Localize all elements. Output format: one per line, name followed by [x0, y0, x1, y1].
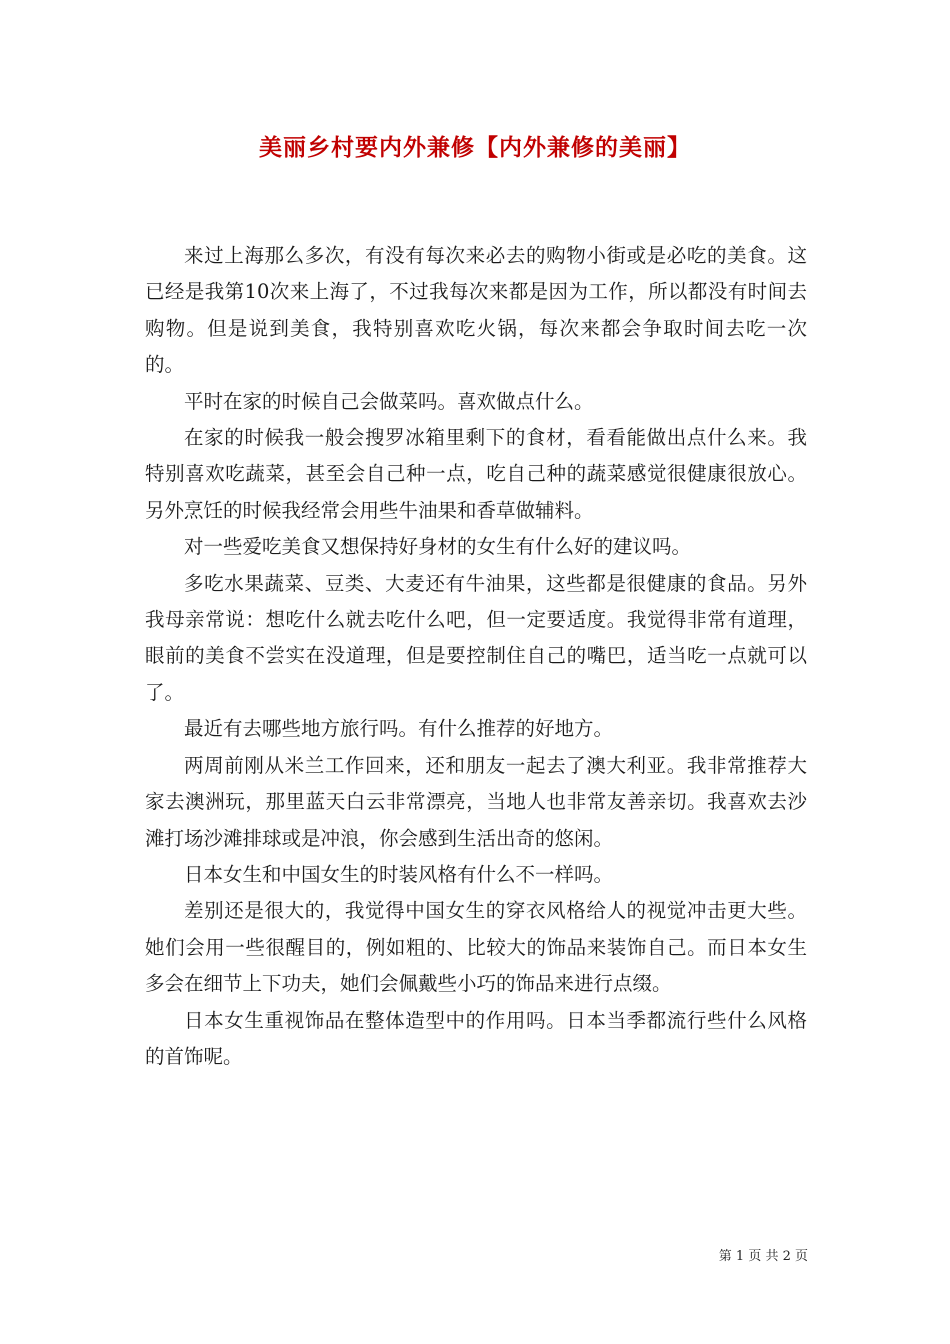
paragraph: 两周前刚从米兰工作回来，还和朋友一起去了澳大利亚。我非常推荐大家去澳洲玩，那里蓝天白云非常漂亮，当地人也非常友善亲切。我喜欢去沙滩打场沙滩排球或是冲浪，你会感到生活出奇的悠闲。 — [145, 753, 807, 850]
page-number: 第 1 页 共 2 页 — [718, 1249, 808, 1264]
paragraph: 平时在家的时候自己会做菜吗。喜欢做点什么。 — [184, 389, 594, 413]
paragraph: 日本女生重视饰品在整体造型中的作用吗。日本当季都流行些什么风格的首饰呢。 — [145, 1008, 807, 1068]
paragraph: 差别还是很大的，我觉得中国女生的穿衣风格给人的视觉冲击更大些。她们会用一些很醒目的，例如粗的、比较大的饰品来装饰自己。而日本女生多会在细节上下功夫，她们会佩戴些小巧的饰品来进行点缀。 — [145, 899, 807, 996]
paragraph: 对一些爱吃美食又想保持好身材的女生有什么好的建议吗。 — [184, 535, 692, 559]
paragraph: 多吃水果蔬菜、豆类、大麦还有牛油果，这些都是很健康的食品。另外我母亲常说：想吃什么就去吃什么吧，但一定要适度。我觉得非常有道理，眼前的美食不尝实在没道理，但是要控制住自己的嘴巴，适当吃一点就可以了。 — [145, 571, 807, 704]
paragraph: 在家的时候我一般会搜罗冰箱里剩下的食材，看看能做出点什么来。我特别喜欢吃蔬菜，甚至会自己种一点，吃自己种的蔬菜感觉很健康很放心。另外烹饪的时候我经常会用些牛油果和香草做辅料。 — [145, 426, 807, 522]
document-title: 美丽乡村要内外兼修【内外兼修的美丽】 — [259, 134, 691, 161]
paragraph: 日本女生和中国女生的时装风格有什么不一样吗。 — [184, 862, 614, 886]
document-body — [145, 238, 807, 1075]
paragraph: 最近有去哪些地方旅行吗。有什么推荐的好地方。 — [184, 717, 614, 741]
paragraph: 来过上海那么多次，有没有每次来必去的购物小街或是必吃的美食。这已经是我第10次来上海了，不过我每次来都是因为工作，所以都没有时间去购物。但是说到美食，我特别喜欢吃火锅，每次来都会争取时间去吃一次的。 — [145, 244, 807, 377]
